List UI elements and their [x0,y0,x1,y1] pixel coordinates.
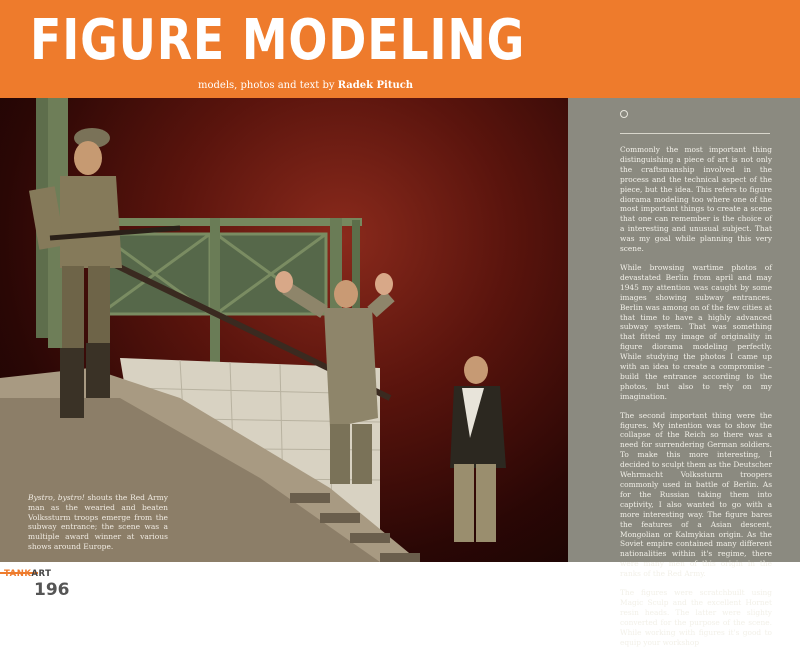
photo-caption [28,493,168,552]
magazine-name-a: TANK [4,569,32,579]
article-body [620,145,772,657]
divider [620,133,770,134]
magazine-name-b: ART [31,569,52,579]
circle-ornament-icon [620,110,628,118]
caption-italic: Bystro, bystro! [28,493,85,502]
article-paragraph: The second important thing were the figures. My intention was to show the collapse of the Reich so there was a need for surrendering German soldiers. To make this more interesting, I decided to sculpt them as the Deutscher Wehrmacht Volkssturm troopers commonly used in battle of Berlin. As for the Russian taking them into captivity, I also wanted to go with a more interesting way. The figure bares the features of a Asian descent, Mongolian or Kalmykian origin. As the Soviet empire contained many different nationalities within it's regime, there were many men of this origin in the ranks of the Red Army. [620,410,772,579]
article-column [568,98,800,647]
header-banner [0,0,800,98]
page-number: 196 [34,580,70,600]
page-title: FIGURE MODELING [30,8,526,73]
german-soldier-wounded [450,356,506,542]
byline-author: Radek Pituch [337,80,414,91]
article-paragraph: While browsing wartime photos of devastated Berlin from april and may 1945 my attention was caught by some images showing subway entrances. Berlin was among on of the few cities at that time to have a highly advanced subway system. That was something that fitted my image of originality in figure diorama modeling perfectly. While studying the photos I came up with an idea to create a compromise – build the entrance according to the photos, but also to rely on my imagination. [620,262,772,401]
byline [198,80,413,91]
railing-top [90,218,362,226]
magazine-name [4,569,51,579]
article-paragraph: The figures were scratchbuilt using Magic Sculp and the excellent Hornet resin heads. The latter were slighty converted for the purpose of the scene. While working with figures it's good to equip your workshop [620,588,772,647]
article-paragraph: Commonly the most important thing distinguishing a piece of art is not only the craftsmanship involved in the process and the technical aspect of the piece, but the idea. This refers to figure diorama modeling too where one of the most important things to create a scene that one can remember is the choice of a interesting and unusual subject. That was my goal while planning this very scene. [620,145,772,254]
caption-text: shouts the Red Army man as the wearied and beaten Volkssturm troops emerge from the subway entrance; the scene was a multiple award winner at various shows around Europe. [28,493,168,551]
byline-prefix: models, photos and text by [198,80,338,91]
